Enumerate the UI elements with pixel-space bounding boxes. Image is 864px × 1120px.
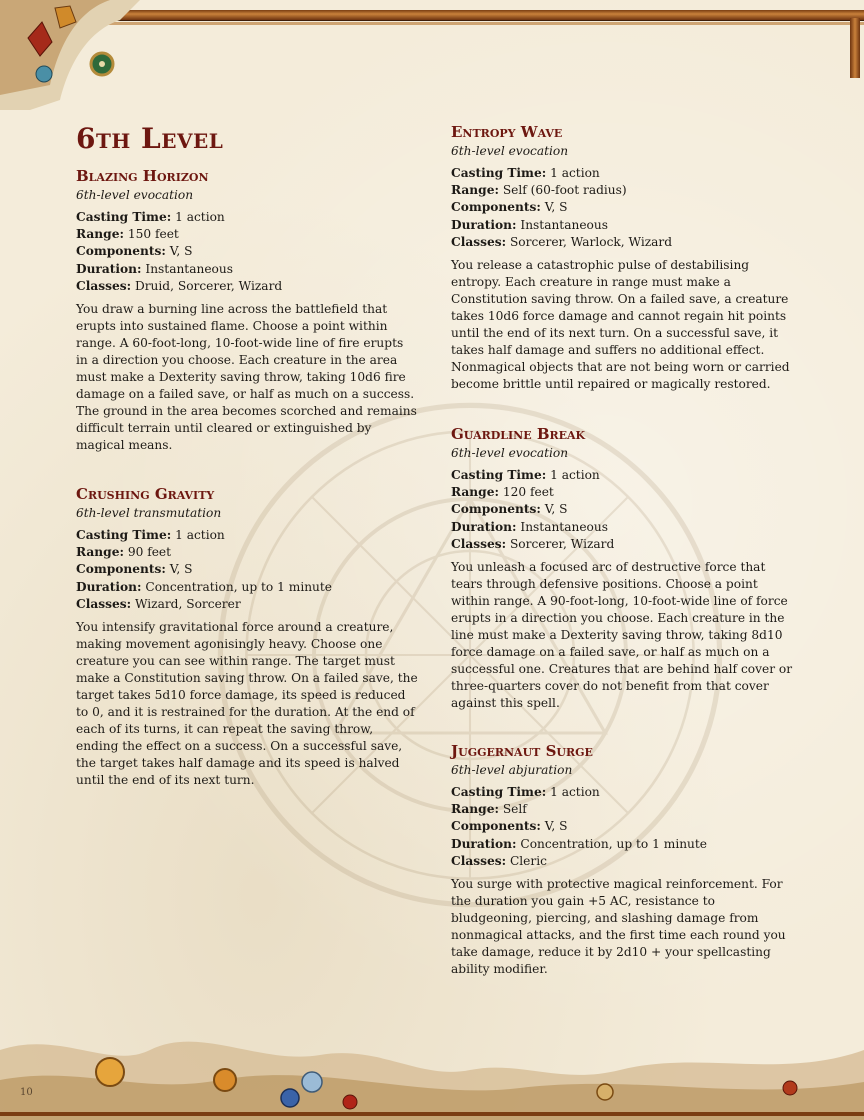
- stat-range: [76, 544, 418, 561]
- stat-classes: [451, 853, 793, 870]
- stat-duration: [451, 519, 793, 536]
- stat-label: Casting Time:: [76, 210, 172, 224]
- stat-range: [451, 182, 793, 199]
- spell-block-juggernaut-surge: [451, 742, 793, 978]
- stat-label: Range:: [76, 545, 124, 560]
- stat-value: 1 action: [175, 528, 225, 542]
- stat-label: Range:: [451, 485, 499, 500]
- spell-name: Juggernaut Surge: [451, 742, 593, 760]
- stat-casting-time: [451, 165, 793, 182]
- stat-components: [451, 199, 793, 216]
- stat-label: Duration:: [451, 836, 517, 851]
- page-border-right: [850, 18, 860, 78]
- spell-school: 6th-level evocation: [451, 144, 569, 158]
- stat-value: Instantaneous: [145, 261, 233, 276]
- stat-value: Wizard, Sorcerer: [134, 596, 241, 611]
- spell-block-blazing-horizon: [76, 167, 418, 454]
- stat-value: 1 action: [550, 468, 600, 482]
- stat-label: Components:: [451, 819, 541, 834]
- stat-components: [76, 243, 418, 260]
- stat-value: Instantaneous: [520, 519, 608, 534]
- spell-stats: [451, 165, 793, 251]
- stat-label: Components:: [451, 502, 541, 517]
- stat-duration: [451, 217, 793, 234]
- stat-value: Cleric: [509, 853, 547, 868]
- stat-value: 120 feet: [502, 485, 554, 500]
- stat-label: Classes:: [451, 536, 507, 551]
- spell-school: 6th-level abjuration: [451, 763, 573, 777]
- stat-casting-time: [76, 527, 418, 544]
- spell-name: Guardline Break: [451, 425, 586, 443]
- stat-value: Self (60-foot radius): [502, 183, 627, 198]
- stat-casting-time: [451, 467, 793, 484]
- stat-label: Casting Time:: [76, 528, 172, 542]
- spell-stats: [451, 784, 793, 870]
- spell-stats: [76, 527, 418, 613]
- page-number: 10: [20, 1087, 33, 1098]
- stat-label: Duration:: [451, 217, 517, 232]
- stat-value: V, S: [544, 502, 568, 517]
- stat-value: Concentration, up to 1 minute: [145, 579, 333, 594]
- stat-label: Range:: [76, 227, 124, 242]
- stat-label: Range:: [451, 183, 499, 198]
- stat-value: 90 feet: [127, 545, 172, 560]
- spell-description: You release a catastrophic pulse of destabilising entropy. Each creature in range must make a Constitution saving throw. On a failed save, a creature takes 10d6 force damage and cannot regain hit points until the end of its next turn. On a successful save, it takes half damage and suffers no additional effect. Nonmagical objects that are not being worn or carried become brittle until repaired or magically restored.: [451, 258, 790, 392]
- spell-description: You intensify gravitational force around a creature, making movement agonisingly heavy. Choose one creature you can see within range. The target must make a Constitution saving throw. On a failed save, the target takes 5d10 force damage, its speed is reduced to 0, and it is restrained for the duration. At the end of each of its turns, it can repeat the saving throw, ending the effect on a success. On a successful save, the target takes half damage and its speed is halved until the end of its next turn.: [76, 620, 418, 788]
- level-heading: 6th Level: [76, 122, 224, 155]
- spell-description: You surge with protective magical reinforcement. For the duration you gain +5 AC, resistance to bludgeoning, piercing, and slashing damage from nonmagical attacks, and the first time each round you take damage, reduce it by 2d10 + your spellcasting ability modifier.: [451, 877, 786, 977]
- spell-description: You unleash a focused arc of destructive force that tears through defensive positions. Choose a point within range. A 90-foot-long, 10-foot-wide line of force erupts in a direction you choose. Each creature in the line must make a Dexterity saving throw, taking 8d10 force damage on a failed save, or half as much on a successful one. Creatures that are behind half cover or three-quarters cover do not benefit from that cover against this spell.: [451, 560, 793, 711]
- spell-school: 6th-level evocation: [76, 188, 194, 202]
- stat-label: Classes:: [76, 596, 132, 611]
- stat-range: [451, 484, 793, 501]
- stat-value: Concentration, up to 1 minute: [520, 836, 708, 851]
- stat-label: Duration:: [76, 261, 142, 276]
- stat-duration: [76, 261, 418, 278]
- stat-components: [76, 561, 418, 578]
- stat-classes: [451, 234, 793, 251]
- stat-label: Classes:: [76, 278, 132, 293]
- stat-label: Classes:: [451, 853, 507, 868]
- stat-value: 1 action: [175, 210, 225, 224]
- stat-value: 1 action: [550, 166, 600, 180]
- stat-casting-time: [451, 784, 793, 801]
- spell-description: You draw a burning line across the battlefield that erupts into sustained flame. Choose a point within range. A 60-foot-long, 10-foot-wide line of fire erupts in a direction you choose. Each creature in the area must make a Dexterity saving throw, taking 10d6 fire damage on a failed save, or half as much on a success. The ground in the area becomes scorched and remains difficult terrain until cleared or extinguished by magical means.: [76, 302, 417, 453]
- spell-name: Entropy Wave: [451, 123, 563, 141]
- spell-stats: [76, 209, 418, 295]
- stat-label: Duration:: [76, 579, 142, 594]
- stat-casting-time: [76, 209, 418, 226]
- spell-block-crushing-gravity: [76, 485, 418, 789]
- stat-label: Components:: [76, 562, 166, 577]
- stat-label: Classes:: [451, 234, 507, 249]
- stat-value: Instantaneous: [520, 217, 608, 232]
- floral-bottom-ornament-icon: [0, 1010, 864, 1120]
- spell-school: 6th-level transmutation: [76, 506, 222, 520]
- stat-value: 150 feet: [127, 227, 179, 242]
- page-border-top: [60, 10, 864, 21]
- stat-value: Self: [502, 802, 527, 817]
- stat-value: Sorcerer, Warlock, Wizard: [509, 234, 673, 249]
- stat-value: Druid, Sorcerer, Wizard: [134, 278, 283, 293]
- spell-school: 6th-level evocation: [451, 446, 569, 460]
- stat-duration: [451, 836, 793, 853]
- stat-value: V, S: [169, 562, 193, 577]
- gem-corner-ornament-icon: [0, 0, 140, 110]
- spell-name: Crushing Gravity: [76, 485, 215, 503]
- spell-block-guardline-break: [451, 425, 793, 712]
- stat-value: V, S: [544, 200, 568, 215]
- spell-name: Blazing Horizon: [76, 167, 209, 185]
- stat-classes: [76, 278, 418, 295]
- stat-components: [451, 818, 793, 835]
- stat-range: [76, 226, 418, 243]
- stat-label: Duration:: [451, 519, 517, 534]
- stat-duration: [76, 579, 418, 596]
- stat-classes: [76, 596, 418, 613]
- stat-label: Casting Time:: [451, 468, 547, 482]
- stat-label: Components:: [76, 244, 166, 259]
- stat-classes: [451, 536, 793, 553]
- stat-range: [451, 801, 793, 818]
- stat-value: 1 action: [550, 785, 600, 799]
- spell-block-entropy-wave: [451, 123, 793, 393]
- spell-stats: [451, 467, 793, 553]
- stat-components: [451, 501, 793, 518]
- stat-value: Sorcerer, Wizard: [509, 536, 615, 551]
- stat-label: Casting Time:: [451, 166, 547, 180]
- stat-label: Components:: [451, 200, 541, 215]
- stat-value: V, S: [169, 244, 193, 259]
- stat-label: Range:: [451, 802, 499, 817]
- stat-value: V, S: [544, 819, 568, 834]
- stat-label: Casting Time:: [451, 785, 547, 799]
